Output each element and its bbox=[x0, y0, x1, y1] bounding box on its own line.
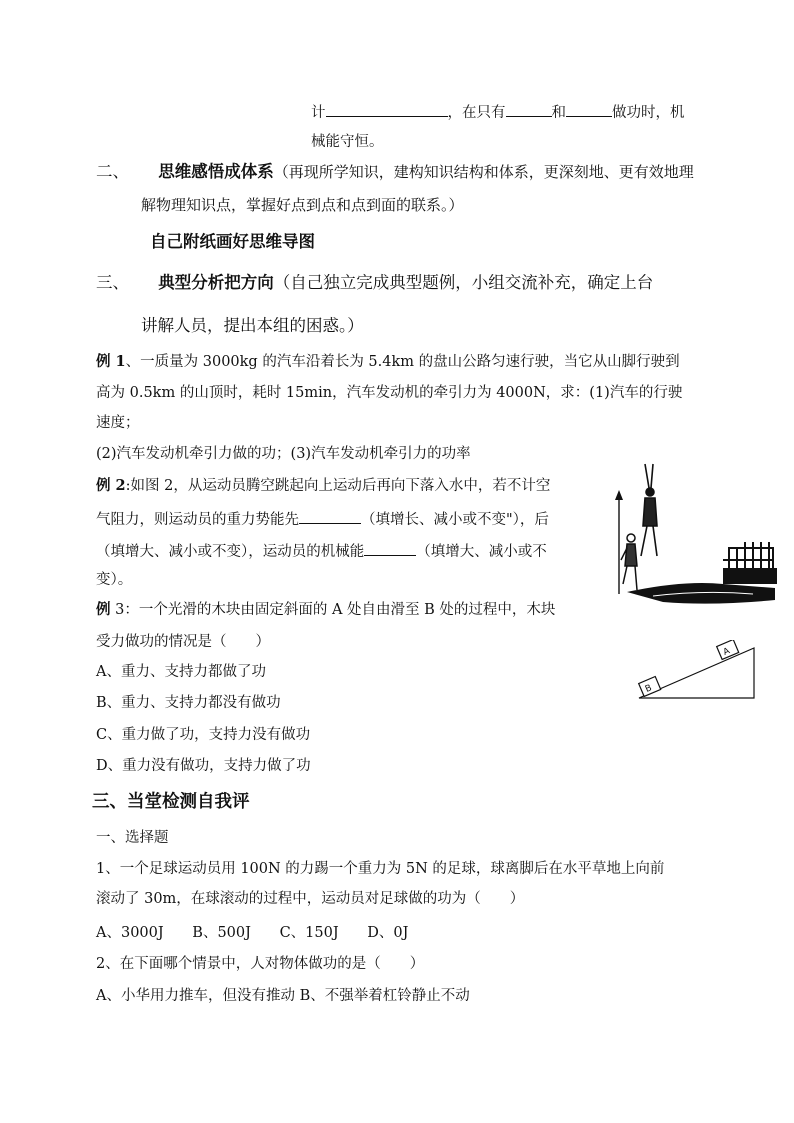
example-2-line-3: （填增大、减小或不变），运动员的机械能 （填增大、减小或不 bbox=[96, 540, 547, 562]
example-3-option-b: B、重力、支持力都没有做功 bbox=[96, 695, 281, 711]
example-2-line-1: 例 2:如图 2，从运动员腾空跳起向上运动后再向下落入水中，若不计空 bbox=[96, 477, 551, 494]
example-1-line-4: (2)汽车发动机牵引力做的功；(3)汽车发动机牵引力的功率 bbox=[96, 446, 471, 462]
blank-4 bbox=[299, 508, 361, 524]
example-3-option-c: C、重力做了功，支持力没有做功 bbox=[96, 727, 311, 743]
example-2-label: 例 2 bbox=[96, 477, 126, 494]
example-3-option-d: D、重力没有做功，支持力做了功 bbox=[96, 758, 311, 774]
section-2-heading: 二、 思维感悟成体系（再现所学知识，建构知识结构和体系，更深刻地、更有效地理 bbox=[96, 162, 694, 181]
intro-line-2: 械能守恒。 bbox=[311, 134, 384, 150]
section-3-desc-2: 讲解人员，提出本组的困惑。） bbox=[141, 316, 364, 335]
example-2-line-4: 变）。 bbox=[96, 572, 133, 588]
blank-3 bbox=[566, 101, 612, 117]
question-2-line-1: 2、在下面哪个情景中，人对物体做功的是（ ） bbox=[96, 956, 425, 972]
q1-option-a: A、3000J bbox=[96, 925, 164, 941]
diver-in-air bbox=[641, 464, 657, 556]
intro-line-1: 计 ，在只有 和 做功时，机 bbox=[311, 101, 685, 123]
diver-figure bbox=[603, 456, 779, 620]
arrow-head bbox=[615, 490, 623, 500]
incline-figure bbox=[637, 640, 762, 700]
section-4-title: 三、当堂检测自我评 bbox=[92, 792, 250, 812]
section-2-title: 思维感悟成体系 bbox=[158, 162, 274, 181]
blank-1 bbox=[326, 101, 448, 117]
question-2-line-2: A、小华用力推车，但没有推动 B、不强举着杠铃静止不动 bbox=[96, 988, 470, 1004]
q1-option-d: D、0J bbox=[367, 925, 409, 941]
question-1-options bbox=[96, 923, 408, 943]
blank-5 bbox=[364, 540, 416, 556]
example-1-line-2: 高为 0.5km 的山顶时，耗时 15min，汽车发动机的牵引力为 4000N，求：(1)汽车的行驶 bbox=[96, 385, 683, 401]
example-3-option-a: A、重力、支持力都做了功 bbox=[96, 664, 266, 680]
diving-board bbox=[627, 583, 775, 604]
blank-2 bbox=[506, 101, 552, 117]
section-4-subtitle: 一、选择题 bbox=[96, 830, 169, 846]
example-1-label: 例 1 bbox=[96, 353, 126, 370]
example-1-line-3: 速度； bbox=[96, 415, 140, 431]
mindmap-note: 自己附纸画好思维导图 bbox=[150, 232, 315, 251]
section-3-title: 典型分析把方向 bbox=[158, 273, 274, 292]
example-3-line-2: 受力做功的情况是（ ） bbox=[96, 634, 270, 650]
section-2-desc-2: 解物理知识点，掌握好点到点和点到面的联系。） bbox=[141, 196, 464, 214]
example-2-line-2: 气阻力，则运动员的重力势能先 （填增长、减小或不变"），后 bbox=[96, 508, 549, 530]
q1-option-c: C、150J bbox=[279, 925, 339, 941]
example-1-line-1: 例 1、一质量为 3000kg 的汽车沿着长为 5.4km 的盘山公路匀速行驶，当它从山脚行驶到 bbox=[96, 353, 680, 370]
question-1-line-2: 滚动了 30m，在球滚动的过程中，运动员对足球做的功为（ ） bbox=[96, 891, 525, 907]
example-3-line-1: 例 3：一个光滑的木块由固定斜面的 A 处自由滑至 B 处的过程中，木块 bbox=[96, 601, 556, 618]
block-b-label: B bbox=[643, 683, 654, 695]
q1-option-b: B、500J bbox=[192, 925, 251, 941]
section-3-heading: 三、 典型分析把方向（自己独立完成典型题例，小组交流补充，确定上台 bbox=[96, 273, 654, 292]
diver-on-board bbox=[621, 534, 637, 590]
question-1-line-1: 1、一个足球运动员用 100N 的力踢一个重力为 5N 的足球，球离脚后在水平草地上向前 bbox=[96, 861, 665, 877]
example-3-label: 例 bbox=[96, 601, 111, 618]
block-a-label: A bbox=[721, 646, 732, 658]
